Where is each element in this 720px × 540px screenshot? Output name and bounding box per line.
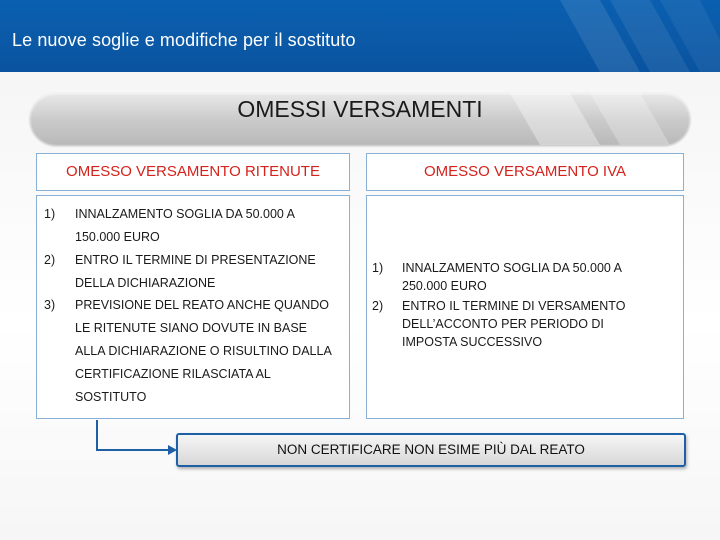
- list-line: PREVISIONE DEL REATO ANCHE QUANDO: [75, 298, 329, 312]
- list-line: INNALZAMENTO SOGLIA DA 50.000 A: [402, 261, 623, 275]
- slide-title: Le nuove soglie e modifiche per il sostituto: [12, 30, 356, 50]
- list-line: IMPOSTA SUCCESSIVO: [402, 335, 543, 349]
- list-number: 3): [44, 298, 56, 312]
- list-number: 1): [44, 207, 56, 221]
- list-line: ALLA DICHIARAZIONE O RISULTINO DALLA: [75, 344, 332, 358]
- list-line: LE RITENUTE SIANO DOVUTE IN BASE: [75, 321, 307, 335]
- list-line: 250.000 EURO: [402, 279, 487, 293]
- list-line: ENTRO IL TERMINE DI PRESENTAZIONE: [75, 253, 316, 267]
- list-line: CERTIFICAZIONE RILASCIATA AL: [75, 367, 271, 381]
- callout-text: NON CERTIFICARE NON ESIME PIÙ DAL REATO: [277, 442, 585, 457]
- list-number: 1): [372, 261, 384, 275]
- list-number: 2): [372, 299, 384, 313]
- list-line: ENTRO IL TERMINE DI VERSAMENTO: [402, 299, 626, 313]
- list-line: DELL’ACCONTO PER PERIODO DI: [402, 317, 604, 331]
- list-number: 2): [44, 253, 56, 267]
- list-line: DELLA DICHIARAZIONE: [75, 276, 216, 290]
- left-column-header: OMESSO VERSAMENTO RITENUTE: [36, 153, 350, 191]
- right-column-header: OMESSO VERSAMENTO IVA: [366, 153, 684, 191]
- banner-title: OMESSI VERSAMENTI: [237, 96, 483, 122]
- callout-box: [176, 433, 686, 467]
- list-line: SOSTITUTO: [75, 390, 147, 404]
- list-line: INNALZAMENTO SOGLIA DA 50.000 A: [75, 207, 296, 221]
- list-line: 150.000 EURO: [75, 230, 160, 244]
